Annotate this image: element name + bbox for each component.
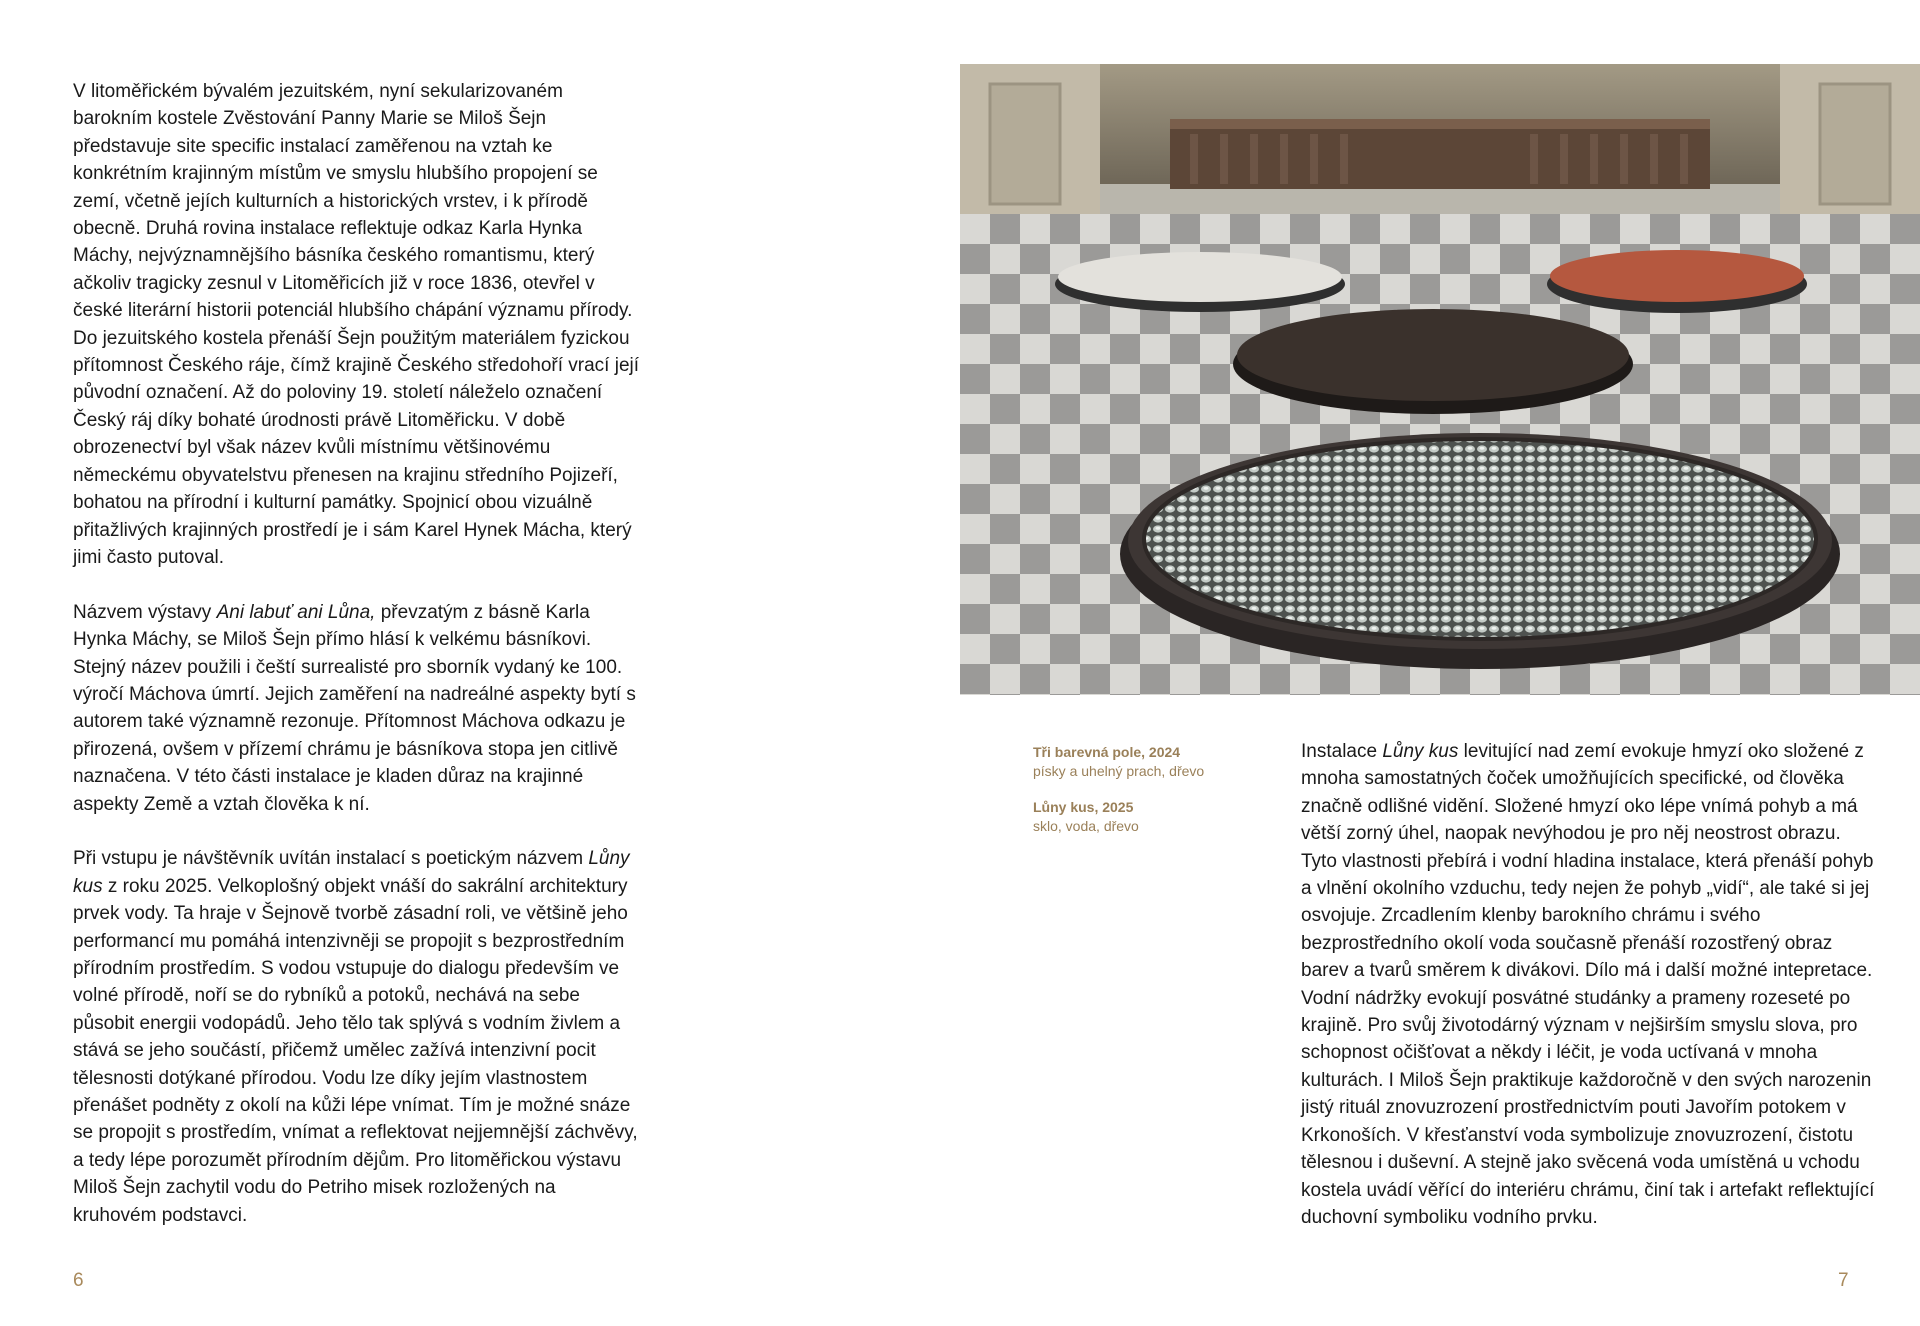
left-paragraph-3 (73, 845, 643, 1229)
caption-material: sklo, voda, dřevo (1033, 817, 1139, 834)
caption-title: Lůny kus, 2025 (1033, 799, 1134, 815)
left-paragraph-2 (73, 599, 643, 818)
installation-photo (960, 64, 1920, 695)
right-paragraph (1301, 738, 1881, 1231)
page-number-left: 6 (73, 1270, 84, 1291)
caption-material: písky a uhelný prach, dřevo (1033, 762, 1205, 779)
text-run: z roku 2025. Velkoplošný objekt vnáší do sakrální architektury prvek vody. Ta hraje v Šejnově tvorbě zásadní roli, ve většině jeho performancí mu pomáhá intenzivněji se propojit s bezprostředním přírodním prostředím. S vodou vstupuje do dialogu především ve volné přírodě, noří se do rybníků a potoků, nechává na sebe působit energii vodopádů. Jeho tělo tak splývá s vodním živlem a stává se jeho součástí, přičemž umělec zažívá intenzivní pocit tělesnosti dotýkané přírodou. Vodu lze díky jejím vlastnostem přenášet podněty z okolí na kůži lépe vnímat. Tím je možné snáze se propojit s prostředím, vnímat a reflektovat nejjemnější záchvěvy, a tedy lépe porozumět přírodním dějům. Pro litoměřickou výstavu Miloš Šejn zachytil vodu do Petriho misek rozložených na kruhovém podstavci. (73, 875, 638, 1226)
photo-captions (1033, 743, 1253, 853)
right-page-text (1301, 738, 1881, 1231)
text-run: Při vstupu je návštěvník uvítán instalací s poetickým názvem (73, 848, 589, 870)
text-run: levitující nad zemí evokuje hmyzí oko složené z mnoha samostatných čoček umožňujících specifické, od člověka značně odlišné vidění. Složené hmyzí oko lépe vnímá pohyb a má větší zorný úhel, naopak nevýhodou je pro něj neostrost obrazu. Tyto vlastnosti přebírá i vodní hladina instalace, která přenáší pohyb a vlnění okolního vzduchu, tedy nejen že pohyb „vidí“, ale také si jej osvojuje. Zrcadlením klenby barokního chrámu i svého bezprostředního okolí voda současně přenáší rozostřený obraz barev a tvarů směrem k divákovi. Dílo má i další možné intepretace. Vodní nádržky evokují posvátné studánky a prameny rozeseté po krajině. Pro svůj životodárný význam v nejširším smyslu slova, pro schopnost očišťovat a někdy i léčit, je voda uctívaná v mnoha kulturách. I Miloš Šejn praktikuje každoročně v den svých narozenin jistý rituál znovuzrození prostřednictvím pouti Javořím potokem v Krkonoších. V křesťanství voda symbolizuje znovuzrození, čistotu tělesnou i duševní. A stejně jako svěcená voda umístěná u vchodu kostela uvádí věřící do interiéru chrámu, činí tak i artefakt reflektující duchovní symboliku vodního prvku. (1301, 741, 1875, 1228)
church-interior-illustration (960, 64, 1920, 695)
left-page-text (73, 78, 643, 1256)
left-paragraph-1: V litoměřickém bývalém jezuitském, nyní sekularizovaném barokním kostele Zvěstování Panny Marie se Miloš Šejn představuje site specific instalací zaměřenou na vztah ke konkrétním krajinným místům ve smyslu hlubšího propojení se zemí, včetně jejích kulturních a historických vrstev, i k přírodě obecně. Druhá rovina instalace reflektuje odkaz Karla Hynka Máchy, nejvýznamnějšího básníka českého romantismu, který ačkoliv tragicky zesnul v Litoměřicích již v roce 1836, otevřel v české literární historii potenciál hlubšího chápání významu přírody. Do jezuitského kostela přenáší Šejn použitým materiálem fyzickou přítomnost Českého ráje, čímž krajině Českého středohoří vrací její původní označení. Až do poloviny 19. století náleželo označení Český ráj díky bohaté úrodnosti právě Litoměřicku. V době obrozenectví byl však název kvůli místnímu většinovému německému obyvatelstvu přenesen na krajinu středního Pojizeří, bohatou na přírodní i kulturní památky. Spojnicí obou vizuálně přitažlivých krajinných prostředí je i sám Karel Hynek Mácha, který jimi často putoval. (73, 81, 640, 568)
artwork-title: Lůny kus (1382, 741, 1459, 762)
text-run: Instalace (1301, 741, 1383, 762)
page-number-right: 7 (1838, 1270, 1849, 1291)
text-run: převzatým z básně Karla Hynka Máchy, se Miloš Šejn přímo hlásí k velkému básníkovi. Stejný název použili i čeští surrealisté pro sborník vydaný ke 100. výročí Máchova úmrtí. Jejich zaměření na nadreálné aspekty bytí s autorem také významně rezonuje. Přítomnost Máchova odkazu je přirozená, ovšem v přízemí chrámu je básníkova stopa jen citlivě naznačena. V této části instalace je kladen důraz na krajinné aspekty Země a vztah člověka k ní. (73, 601, 636, 815)
caption-title: Tři barevná pole, 2024 (1033, 744, 1181, 760)
text-run: Názvem výstavy (73, 601, 217, 623)
exhibition-title: Ani labuť ani Lůna, (216, 601, 376, 623)
caption-item (1033, 743, 1253, 780)
artwork-title: Lůny kus (73, 848, 630, 897)
caption-item (1033, 798, 1253, 835)
